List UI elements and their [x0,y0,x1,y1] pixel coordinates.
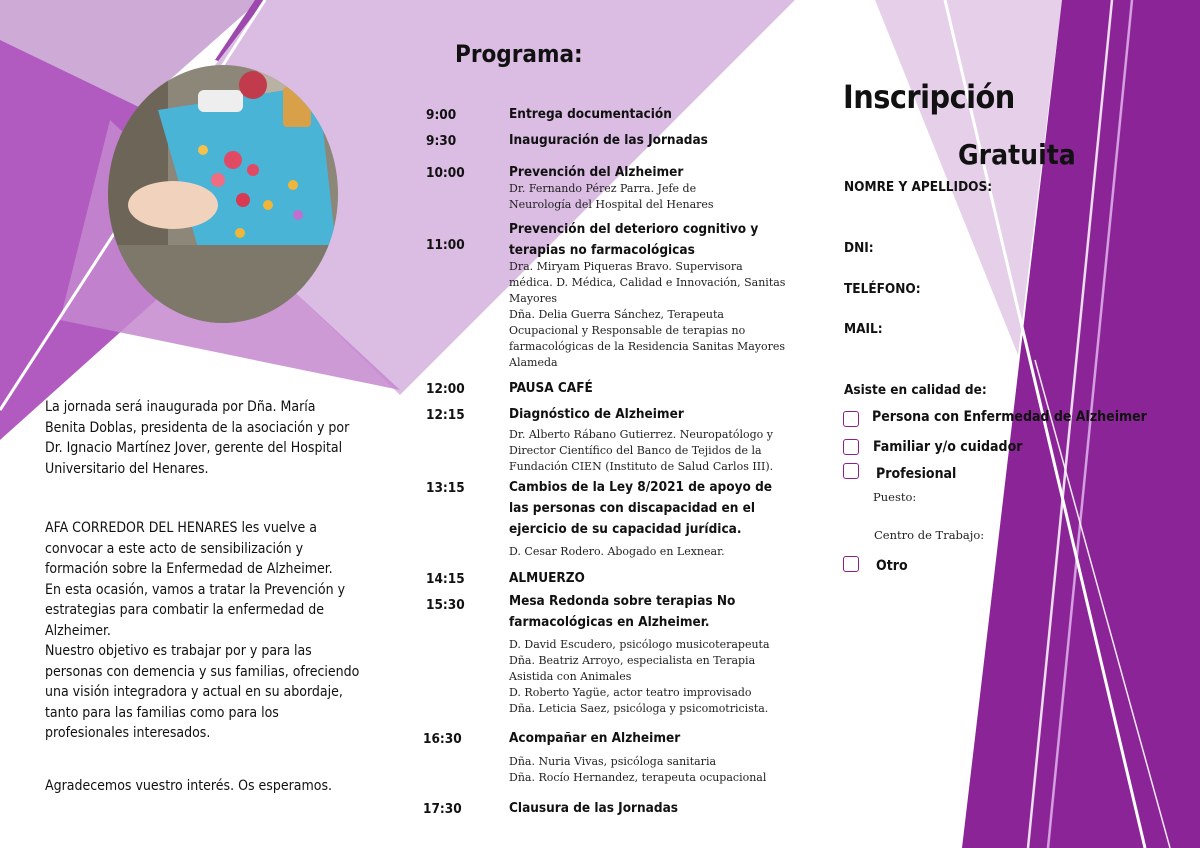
program-time: 14:15 [426,571,465,587]
program-time: 12:15 [426,407,465,423]
crafts-photo [108,65,338,323]
program-title: Programa: [455,40,583,68]
program-item-title: Prevención del Alzheimer [509,164,684,180]
program-item-speakers: Dña. Nuria Vivas, psicóloga sanitaria Dña. Rocío Hernandez, terapeuta ocupacional [509,755,767,784]
program-item-title: Entrega documentación [509,106,672,122]
inauguration-text: La jornada será inaugurada por Dña. María Benita Doblas, presidenta de la asociación y por Dr. Ignacio Martínez Jover, gerente del Hospital Universitario del Henares. [45,399,350,477]
program-item-speakers: Dra. Miryam Piqueras Bravo. Supervisora médica. D. Médica, Calidad e Innovación, Sanitas Mayores Dña. Delia Guerra Sánchez, Terapeuta Ocupacional y Responsable de terapias no farmacológicas de la Residencia Sanitas Mayores Alameda [509,260,786,369]
option-profesional-label: Profesional [876,466,957,482]
program-time: 17:30 [423,801,462,817]
program-time: 16:30 [423,731,462,747]
dni-field-label: DNI: [844,240,874,256]
phone-field-label: TELÉFONO: [844,281,921,297]
program-item-speakers: Dr. Alberto Rábano Gutierrez. Neuropatólogo y Director Científico del Banco de Tejidos de la Fundación CIEN (Instituto de Salud Carlos III). [509,428,774,473]
registration-title: Inscripción [843,78,1015,116]
program-item-speakers: D. David Escudero, psicólogo musicoterapeuta Dña. Beatriz Arroyo, especialista en Terapia Asistida con Animales D. Roberto Yagüe, actor teatro improvisado Dña. Leticia Saez, psicóloga y psicomotricista. [509,638,770,715]
name-field-label: NOMRE Y APELLIDOS: [844,179,993,195]
checkbox-profesional[interactable] [843,463,859,479]
mail-field-label: MAIL: [844,321,883,337]
program-time: 9:00 [426,107,457,123]
checkbox-alzheimer[interactable] [843,411,859,427]
checkbox-otro[interactable] [843,556,859,572]
program-time: 12:00 [426,381,465,397]
option-alzheimer-label: Persona con Enfermedad de Alzheimer [872,409,1147,425]
program-time: 10:00 [426,165,465,181]
program-time: 15:30 [426,597,465,613]
intro-p2: En esta ocasión, vamos a tratar la Prevención y estrategias para combatir la enfermedad de Alzheimer. [45,581,346,639]
program-time: 13:15 [426,480,465,496]
option-otro-label: Otro [876,558,908,574]
attend-label: Asiste en calidad de: [844,382,987,398]
thanks-text: Agradecemos vuestro interés. Os esperamos. [45,778,333,794]
program-item-title: ALMUERZO [509,570,585,586]
intro-paragraph [45,518,360,744]
program-time: 9:30 [426,133,457,149]
checkbox-familiar[interactable] [843,439,859,455]
program-item-title: Inauguración de las Jornadas [509,132,708,148]
option-familiar-label: Familiar y/o cuidador [873,439,1023,455]
program-item-speakers: D. Cesar Rodero. Abogado en Lexnear. [509,545,725,558]
program-item-title: Diagnóstico de Alzheimer [509,406,684,422]
intro-p3: Nuestro objetivo es trabajar por y para las personas con demencia y sus familias, ofreciendo una visión integradora y actual en su abordaje, tanto para las familias como para los profesionales interesados. [45,643,360,741]
program-item-title: Mesa Redonda sobre terapias No farmacológicas en Alzheimer. [509,593,736,630]
position-label: Puesto: [873,490,917,504]
intro-p1: AFA CORREDOR DEL HENARES les vuelve a convocar a este acto de sensibilización y formación sobre la Enfermedad de Alzheimer. [45,520,333,577]
program-item-title: Clausura de las Jornadas [509,800,678,816]
program-time: 11:00 [426,237,465,253]
workplace-label: Centro de Trabajo: [874,528,985,542]
program-item-title: Cambios de la Ley 8/2021 de apoyo de las personas con discapacidad en el ejercicio de su capacidad jurídica. [509,479,773,537]
program-item-speakers: Dr. Fernando Pérez Parra. Jefe de Neurología del Hospital del Henares [509,182,714,211]
registration-subtitle: Gratuita [958,138,1076,171]
program-item-title: Acompañar en Alzheimer [509,730,681,746]
program-item-title: PAUSA CAFÉ [509,380,593,396]
crafts-photo-image [108,65,338,323]
program-item-title: Prevención del deterioro cognitivo y terapias no farmacológicas [509,221,759,258]
